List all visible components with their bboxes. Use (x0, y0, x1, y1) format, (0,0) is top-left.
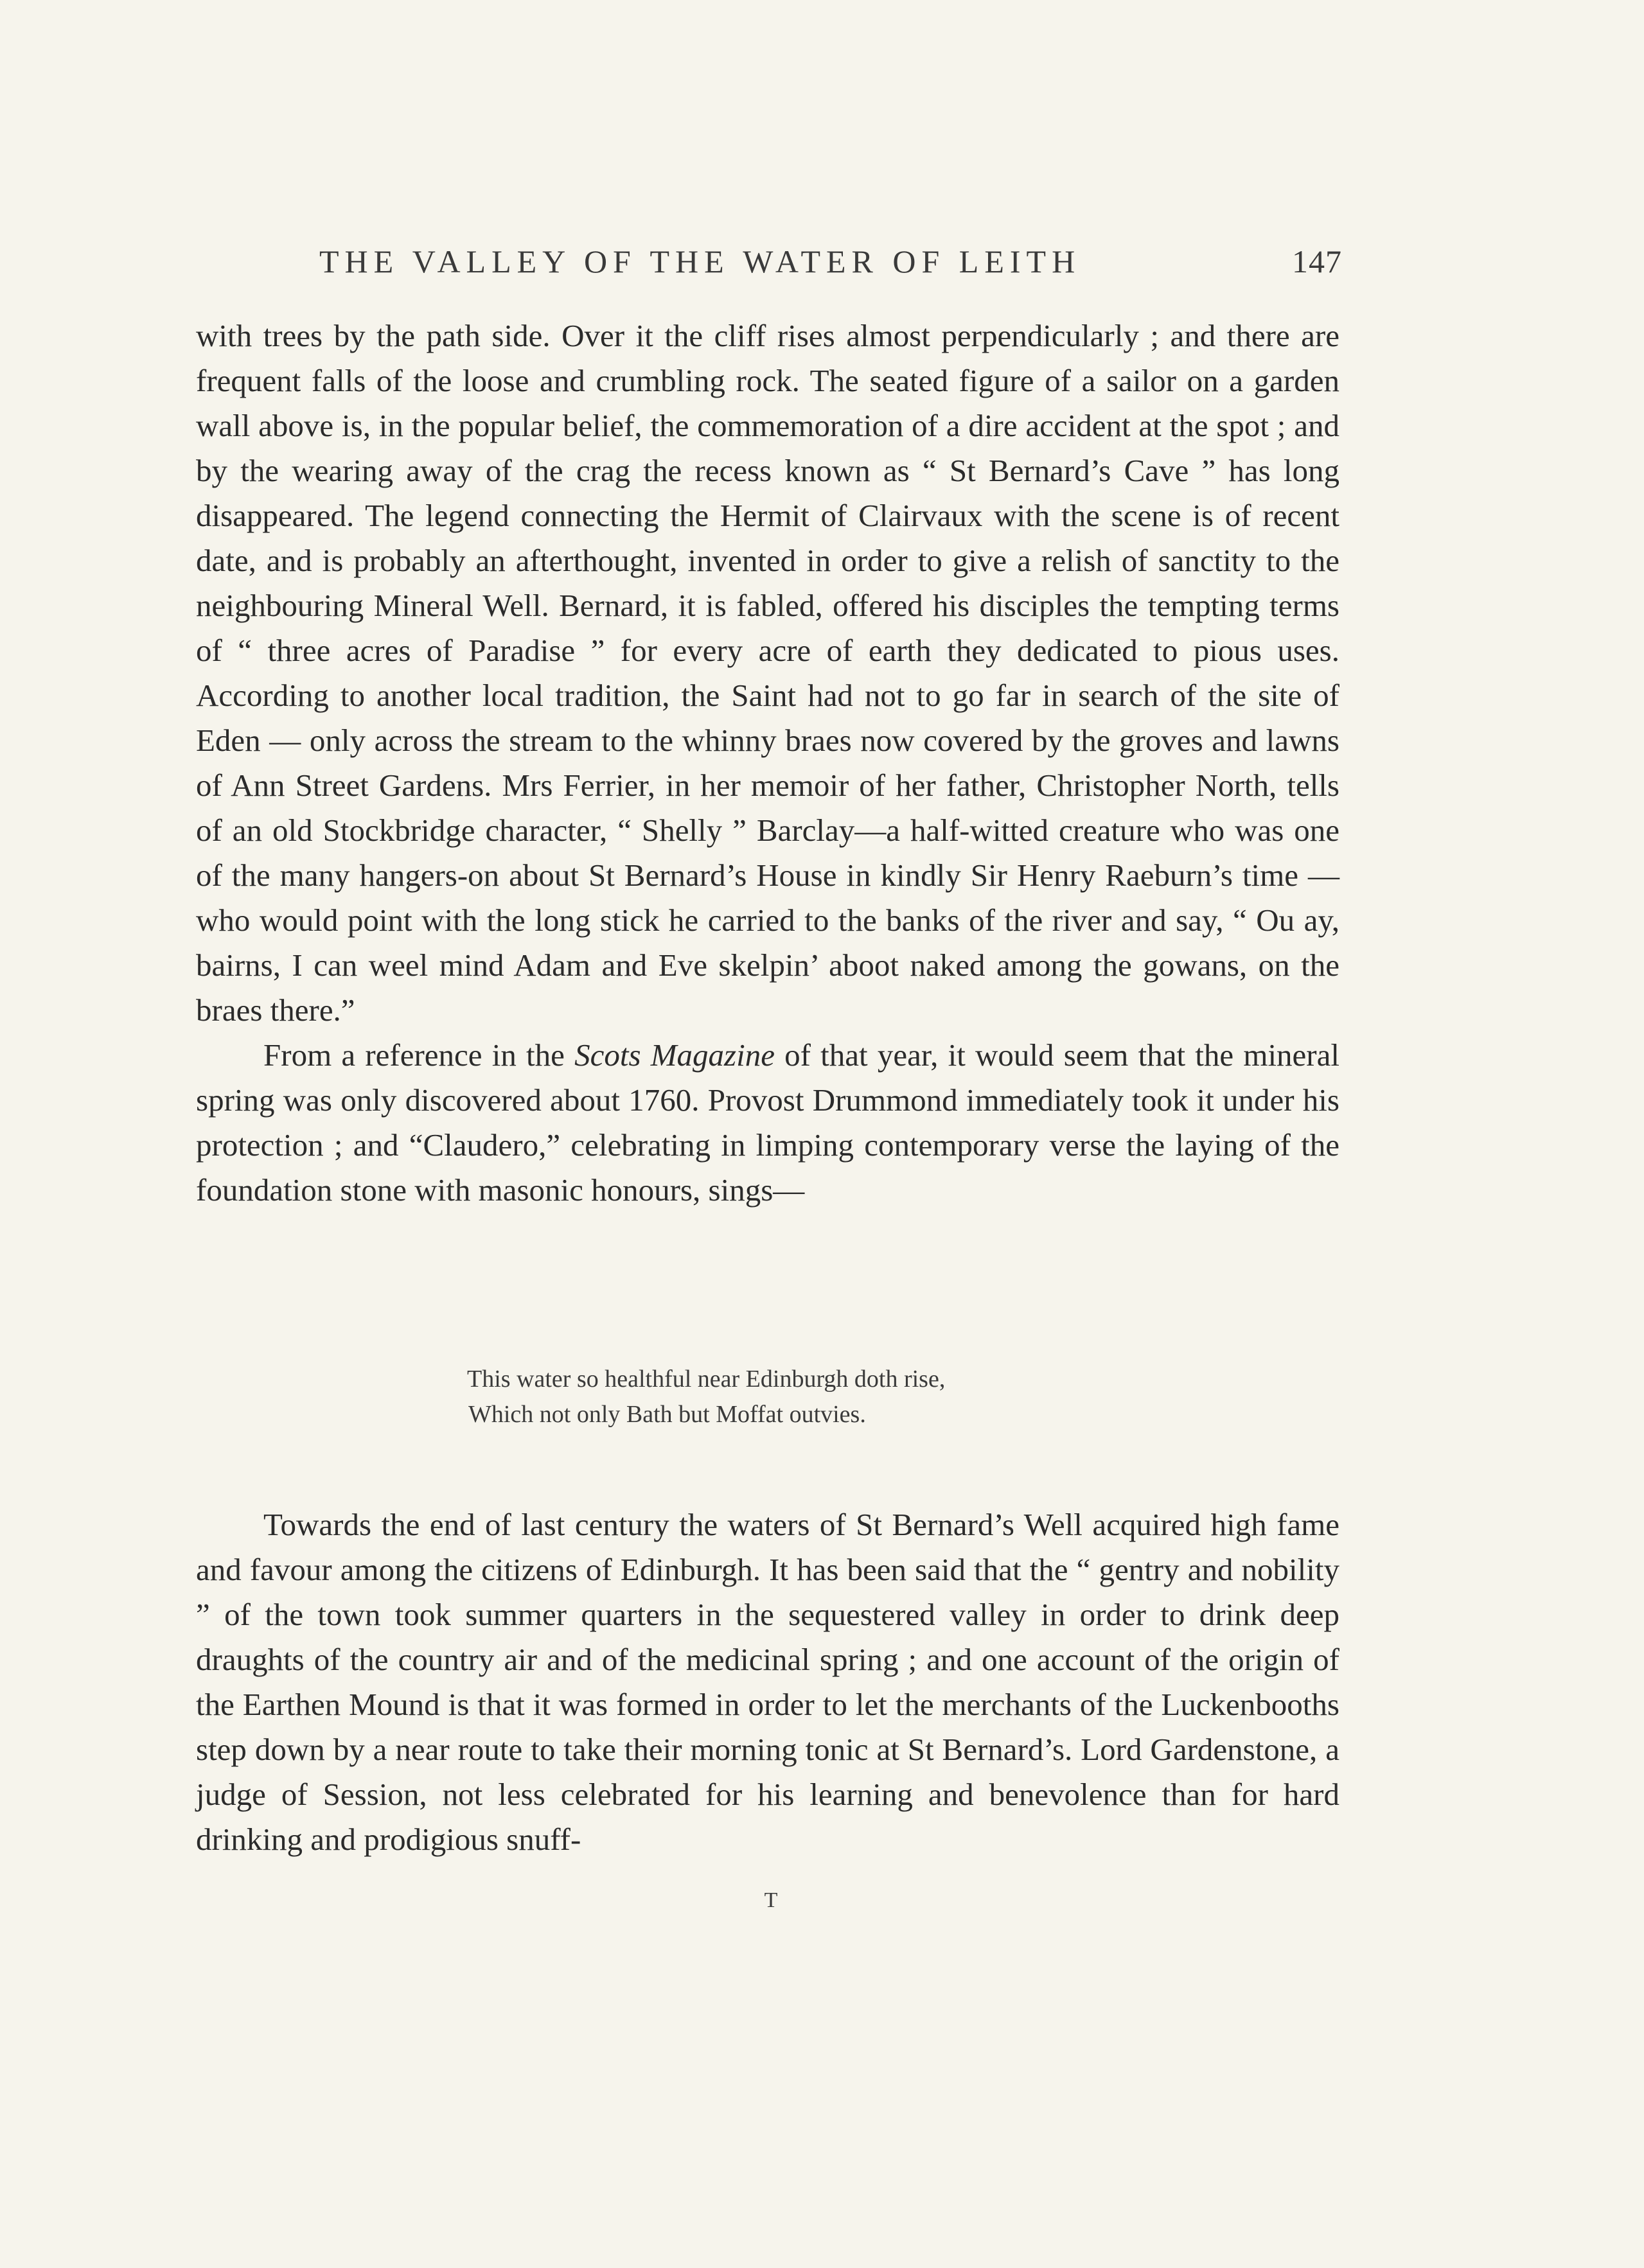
body-text-upper (196, 313, 1339, 1213)
paragraph-3: Towards the end of last century the waters of St Bernard’s Well acquired high fame and favour among the citizens of Edinburgh. It has been said that the “ gentry and nobility ” of the town took summer quarters in the sequestered valley in order to drink deep draughts of the country air and of the medicinal spring ; and one account of the origin of the Earthen Mound is that it was formed in order to let the merchants of the Luckenbooths step down by a near route to take their morning tonic at St Bernard’s. Lord Gardenstone, a judge of Session, not less celebrated for his learning and benevolence than for hard drinking and prodigious snuff- (196, 1507, 1339, 1857)
magazine-title: Scots Magazine (574, 1037, 775, 1073)
verse-line-2: Which not only Bath but Moffat outvies. (468, 1401, 866, 1428)
body-text-lower (196, 1471, 1339, 1894)
paragraph-1: with trees by the path side. Over it the cliff rises almost perpendicularly ; and there are frequent falls of the loose and crumbling rock. The seated figure of a sailor on a garden wall above is, in the popular belief, the commemoration of a dire accident at the spot ; and by the wearing away of the crag the recess known as “ St Bernard’s Cave ” has long disappeared. The legend connecting the Hermit of Clairvaux with the scene is of recent date, and is probably an afterthought, invented in order to give a relish of sanctity to the neighbouring Mineral Well. Bernard, it is fabled, offered his disciples the tempting terms of “ three acres of Paradise ” for every acre of earth they dedicated to pious uses. According to another local tradition, the Saint had not to go far in search of the site of Eden — only across the stream to the whinny braes now covered by the groves and lawns of Ann Street Gardens. Mrs Ferrier, in her memoir of her father, Christopher North, tells of an old Stockbridge character, “ Shelly ” Barclay—a half-witted creature who was one of the many hangers-on about St Bernard’s House in kindly Sir Henry Raeburn’s time — who would point with the long stick he carried to the banks of the river and say, “ Ou ay, bairns, I can weel mind Adam and Eve skelpin’ aboot naked among the gowans, on the braes there.” (196, 318, 1339, 1028)
paragraph-2-after: of that year, it would seem that the mineral spring was only discovered about 1760. Provost Drummond immediately took it under his protection ; and “Claudero,” celebrating in limping contemporary verse the laying of the foundation stone with masonic honours, sings— (196, 1037, 1339, 1208)
running-title: THE VALLEY OF THE WATER OF LEITH (319, 243, 1081, 279)
paragraph-2 (196, 1033, 1339, 1213)
verse-quotation (467, 1362, 1109, 1432)
running-head (319, 243, 1342, 288)
signature-mark: T (764, 1888, 778, 1912)
verse-line-1: This water so healthful near Edinburgh doth rise, (467, 1366, 946, 1393)
paragraph-2-before: From a reference in the (263, 1037, 575, 1073)
page-number: 147 (1292, 243, 1342, 279)
